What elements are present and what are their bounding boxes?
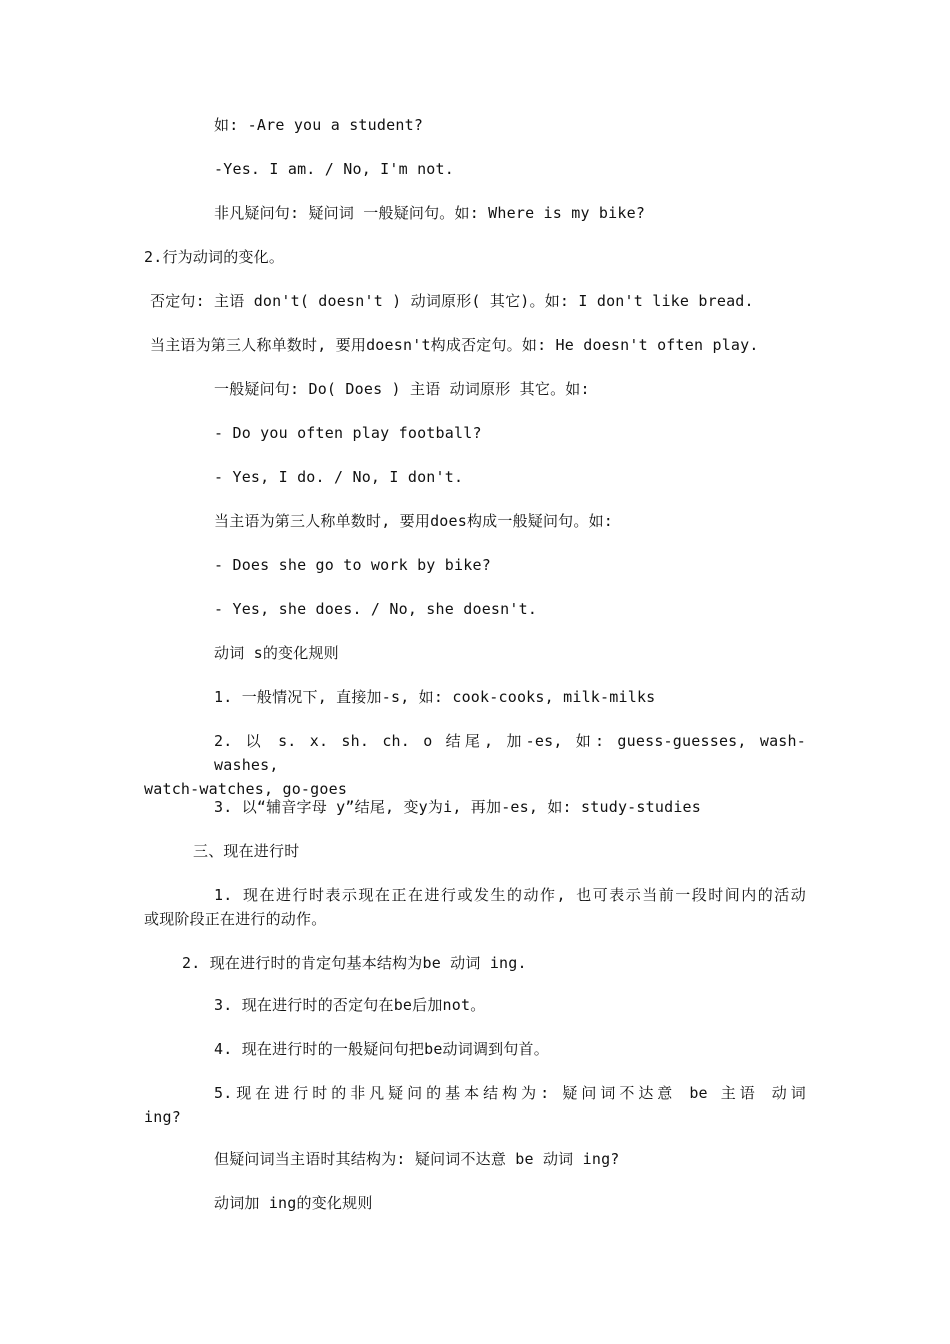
verb-s-rule-2: [144, 729, 806, 801]
verb-s-rule-1: 1. 一般情况下, 直接加-s, 如: cook-cooks, milk-milks: [214, 688, 656, 706]
example-answer: -Yes. I am. / No, I'm not.: [214, 160, 454, 178]
section-heading-verb-changes: 2.行为动词的变化。: [144, 248, 285, 266]
present-continuous-rule-2: 2. 现在进行时的肯定句基本结构为be 动词 ing.: [182, 954, 527, 972]
verb-s-rule-3: 3. 以“辅音字母 y”结尾, 变y为i, 再加-es, 如: study-studies: [214, 798, 702, 816]
verb-s-rules-heading: 动词 s的变化规则: [214, 644, 339, 662]
third-person-negative-rule: 当主语为第三人称单数时, 要用doesn't构成否定句。如: He doesn't often play.: [150, 336, 759, 354]
negative-sentence-rule: 否定句: 主语 don't( doesn't ) 动词原形( 其它)。如: I don't like bread.: [150, 292, 754, 310]
verb-s-rule-2-line-1: 2. 以 s. x. sh. ch. o 结尾, 加-es, 如: guess-guesses, wash-washes,: [214, 732, 806, 774]
verb-ing-rules-heading: 动词加 ing的变化规则: [214, 1194, 373, 1212]
present-continuous-rule-5: [144, 1081, 806, 1129]
example-question: 如: -Are you a student?: [214, 116, 424, 134]
verb-s-rule-2-line-2: watch-watches, go-goes: [144, 780, 348, 798]
present-continuous-rule-3: 3. 现在进行时的否定句在be后加not。: [214, 996, 486, 1014]
present-continuous-rule-1: [144, 883, 806, 931]
example-do-answer: - Yes, I do. / No, I don't.: [214, 468, 464, 486]
third-person-question-rule: 当主语为第三人称单数时, 要用does构成一般疑问句。如:: [214, 512, 614, 530]
special-question-rule: 非凡疑问句: 疑问词 一般疑问句。如: Where is my bike?: [214, 204, 646, 222]
present-continuous-rule-5-line-1: 5.现在进行时的非凡疑问的基本结构为: 疑问词不达意 be 主语 动词: [214, 1084, 806, 1102]
example-does-answer: - Yes, she does. / No, she doesn't.: [214, 600, 538, 618]
example-does-question: - Does she go to work by bike?: [214, 556, 491, 574]
present-continuous-rule-4: 4. 现在进行时的一般疑问句把be动词调到句首。: [214, 1040, 549, 1058]
general-question-rule: 一般疑问句: Do( Does ) 主语 动词原形 其它。如:: [214, 380, 590, 398]
section-heading-present-continuous: 三、现在进行时: [193, 842, 300, 860]
subject-question-structure: 但疑问词当主语时其结构为: 疑问词不达意 be 动词 ing?: [214, 1150, 620, 1168]
present-continuous-rule-5-line-2: ing?: [144, 1108, 181, 1126]
present-continuous-rule-1-line-2: 或现阶段正在进行的动作。: [144, 910, 327, 928]
present-continuous-rule-1-line-1: 1. 现在进行时表示现在正在进行或发生的动作, 也可表示当前一段时间内的活动: [214, 886, 806, 904]
example-do-question: - Do you often play football?: [214, 424, 482, 442]
